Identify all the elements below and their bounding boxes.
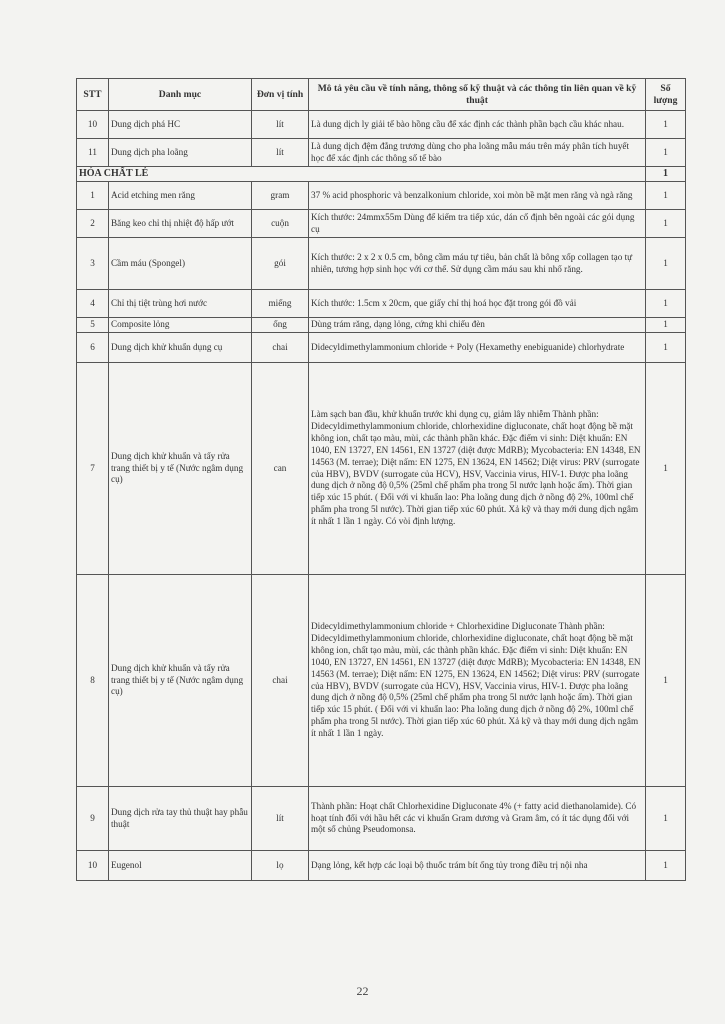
table-row	[77, 787, 686, 851]
table-row	[77, 318, 686, 333]
row-quantity: 1	[646, 851, 686, 881]
row-name: Dung dịch rửa tay thủ thuật hay phẫu thuật	[109, 787, 252, 851]
row-stt: 6	[77, 333, 109, 363]
row-description: Kích thước: 2 x 2 x 0.5 cm, bông cầm máu tự tiêu, bản chất là bông xốp collagen tạo tự nhiên, tương hợp sinh học với cơ thể. Sử dụng cầm máu sau khi nhổ răng.	[309, 238, 646, 290]
table-row	[77, 111, 686, 139]
row-stt: 11	[77, 139, 109, 167]
row-stt: 8	[77, 575, 109, 787]
specification-table	[76, 78, 686, 881]
header-category: Danh mục	[109, 79, 252, 111]
row-quantity: 1	[646, 318, 686, 333]
row-description: Kích thước: 1.5cm x 20cm, que giấy chỉ thị hoá học đặt trong gói đồ vải	[309, 290, 646, 318]
row-quantity: 1	[646, 182, 686, 210]
section-row	[77, 167, 686, 182]
row-stt: 3	[77, 238, 109, 290]
row-unit: can	[252, 363, 309, 575]
row-stt: 10	[77, 851, 109, 881]
row-description: Thành phần: Hoạt chất Chlorhexidine Digluconate 4% (+ fatty acid diethanolamide). Có hoạt tính đối với hầu hết các vi khuẩn Gram dương và Gram âm, có ít tác dụng đối với một số chủng Pseudomonsa.	[309, 787, 646, 851]
table-row	[77, 333, 686, 363]
row-unit: ống	[252, 318, 309, 333]
row-description: Kích thước: 24mmx55m Dùng để kiểm tra tiếp xúc, dán cố định bên ngoài các gói dụng cụ	[309, 210, 646, 238]
row-description: Didecyldimethylammonium chloride + Poly (Hexamethy enebiguanide) chlorhydrate	[309, 333, 646, 363]
row-unit: lít	[252, 787, 309, 851]
row-name: Dung dịch khử khuẩn và tẩy rửa trang thiết bị y tế (Nước ngâm dụng cụ)	[109, 575, 252, 787]
row-stt: 4	[77, 290, 109, 318]
row-description: Là dung dịch đệm đẳng trương dùng cho pha loãng mẫu máu trên máy phân tích huyết học để xác định các thông số tế bào	[309, 139, 646, 167]
row-quantity: 1	[646, 333, 686, 363]
header-quantity: Số lượng	[646, 79, 686, 111]
row-quantity: 1	[646, 210, 686, 238]
header-description: Mô tả yêu cầu về tính năng, thông số kỹ thuật và các thông tin liên quan về kỹ thuật	[309, 79, 646, 111]
row-stt: 2	[77, 210, 109, 238]
row-name: Dung dịch phá HC	[109, 111, 252, 139]
row-quantity: 1	[646, 238, 686, 290]
row-unit: miếng	[252, 290, 309, 318]
row-name: Dung dịch pha loãng	[109, 139, 252, 167]
table-row	[77, 851, 686, 881]
header-stt: STT	[77, 79, 109, 111]
row-quantity: 1	[646, 290, 686, 318]
table-row	[77, 238, 686, 290]
row-unit: gram	[252, 182, 309, 210]
row-name: Eugenol	[109, 851, 252, 881]
row-unit: chai	[252, 575, 309, 787]
row-quantity: 1	[646, 139, 686, 167]
row-name: Băng keo chỉ thị nhiệt độ hấp ướt	[109, 210, 252, 238]
section-quantity: 1	[646, 167, 686, 182]
row-name: Acid etching men răng	[109, 182, 252, 210]
row-stt: 10	[77, 111, 109, 139]
table-header-row	[77, 79, 686, 111]
row-name: Chỉ thị tiệt trùng hơi nước	[109, 290, 252, 318]
row-unit: cuộn	[252, 210, 309, 238]
row-unit: lít	[252, 111, 309, 139]
row-name: Composite lỏng	[109, 318, 252, 333]
table-row	[77, 182, 686, 210]
row-description: Didecyldimethylammonium chloride + Chlorhexidine Digluconate Thành phần: Didecyldimethylammonium chloride, chlorhexidine digluconate, chất hoạt động bề mặt không ion, chất tạo màu, mùi, các thành phần khác. Đặc điểm vi sinh: Diệt khuẩn: EN 1040, EN 13727, EN 14561, EN 13727 (diệt được MdRB); Mycobacteria: EN 14348, EN 14563 (M. terrae); Diệt nấm: EN 1275, EN 13624, EN 14562; Diệt virus: PRV (surrogate của HBV), BVDV (surrogate của HCV), HSV, Vaccinia virus, HIV-1. Được pha loãng dung dịch ở nồng độ 0,5% (25ml chế phẩm pha trong 5l nước lạnh hoặc ấm). Thời gian tiếp xúc 15 phút. ( Đối với vi khuẩn lao: Pha loãng dung dịch ở nồng độ 2%, 100ml chế phẩm pha trong 5l nước). Thời gian tiếp xúc 60 phút. Xả kỹ và thay mới dung dịch ngâm ít nhất 1 lần 1 ngày.	[309, 575, 646, 787]
row-quantity: 1	[646, 787, 686, 851]
row-unit: lít	[252, 139, 309, 167]
row-stt: 9	[77, 787, 109, 851]
table-row	[77, 575, 686, 787]
section-title: HÓA CHẤT LẺ	[77, 167, 646, 182]
table-row	[77, 363, 686, 575]
row-description: 37 % acid phosphoric và benzalkonium chloride, xoi mòn bề mặt men răng và ngà răng	[309, 182, 646, 210]
table-row	[77, 290, 686, 318]
table-body	[77, 111, 686, 881]
row-name: Cầm máu (Spongel)	[109, 238, 252, 290]
row-stt: 1	[77, 182, 109, 210]
row-stt: 7	[77, 363, 109, 575]
row-unit: gói	[252, 238, 309, 290]
row-quantity: 1	[646, 111, 686, 139]
page-number: 22	[356, 984, 369, 998]
row-name: Dung dịch khử khuẩn và tẩy rửa trang thiết bị y tế (Nước ngâm dụng cụ)	[109, 363, 252, 575]
row-description: Dạng lỏng, kết hợp các loại bộ thuốc trám bít ống tủy trong điều trị nội nha	[309, 851, 646, 881]
row-unit: lọ	[252, 851, 309, 881]
row-description: Dùng trám răng, dạng lỏng, cứng khi chiếu đèn	[309, 318, 646, 333]
header-unit: Đơn vị tính	[252, 79, 309, 111]
row-description: Là dung dịch ly giải tế bào hồng cầu để xác định các thành phần bạch cầu khác nhau.	[309, 111, 646, 139]
table-row	[77, 139, 686, 167]
row-quantity: 1	[646, 363, 686, 575]
row-description: Làm sạch ban đầu, khử khuẩn trước khi dụng cụ, giảm lây nhiễm Thành phần: Didecyldimethylammonium chloride, chlorhexidine digluconate, chất hoạt động bề mặt không ion, chất tạo màu, mùi, các thành phần khác. Đặc điểm vi sinh: Diệt khuẩn: EN 1040, EN 13727, EN 14561, EN 13727 (diệt được MdRB); Mycobacteria: EN 14348, EN 14563 (M. terrae); Diệt nấm: EN 1275, EN 13624, EN 14562; Diệt virus: PRV (surrogate của HBV), BVDV (surrogate của HCV), HSV, Vaccinia virus, HIV-1. Được pha loãng dung dịch ở nồng độ 0,5% (25ml chế phẩm pha trong 5l nước lạnh hoặc ấm). Thời gian tiếp xúc 15 phút. ( Đối với vi khuẩn lao: Pha loãng dung dịch ở nồng độ 2%, 100ml chế phẩm pha trong 5l nước). Thời gian tiếp xúc 60 phút. Xả kỹ và thay mới dung dịch ngâm ít nhất 1 lần 1 ngày. Có vòi định lượng.	[309, 363, 646, 575]
row-quantity: 1	[646, 575, 686, 787]
table-row	[77, 210, 686, 238]
row-unit: chai	[252, 333, 309, 363]
row-name: Dung dịch khử khuẩn dụng cụ	[109, 333, 252, 363]
row-stt: 5	[77, 318, 109, 333]
